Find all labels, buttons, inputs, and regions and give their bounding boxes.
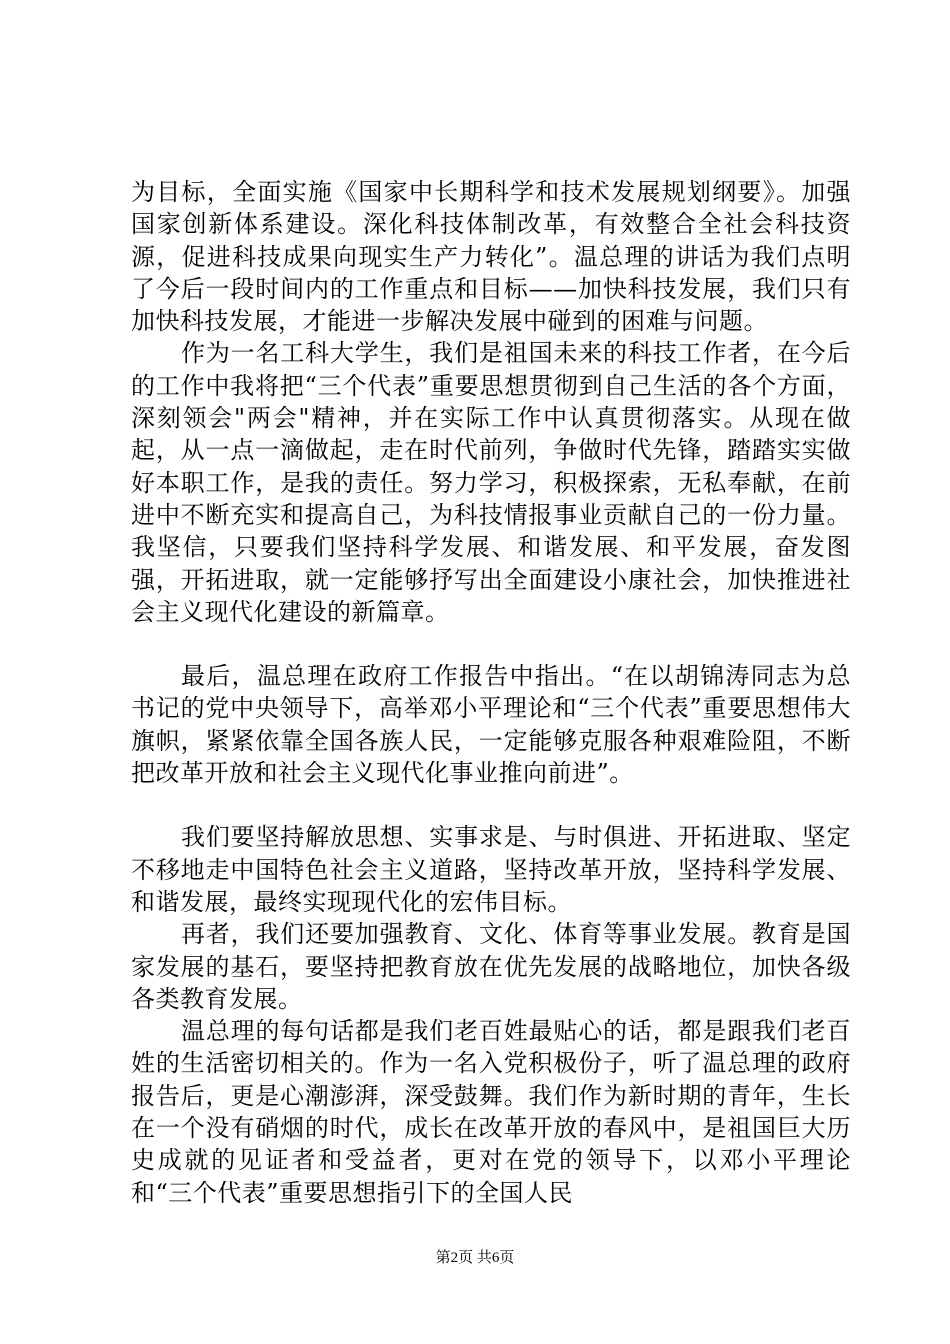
paragraph-continuation: 为目标，全面实施《国家中长期科学和技术发展规划纲要》。加强国家创新体系建设。深化科技体制改革，有效整合全社会科技资源，促进科技成果向现实生产力转化”。温总理的讲话为我们点明了今后一段时间内的工作重点和目标——加快科技发展，我们只有加快科技发展，才能进一步解决发展中碰到的困难与问题。: [131, 178, 851, 336]
paragraph-finally: 最后，温总理在政府工作报告中指出。“在以胡锦涛同志为总书记的党中央领导下，高举邓小平理论和“三个代表”重要思想伟大旗帜，紧紧依靠全国各族人民，一定能够克服各种艰难险阻，不断把改革开放和社会主义现代化事业推向前进”。: [131, 662, 851, 788]
paragraph-persist: 我们要坚持解放思想、实事求是、与时俱进、开拓进取、坚定不移地走中国特色社会主义道路，坚持改革开放，坚持科学发展、和谐发展，最终实现现代化的宏伟目标。: [131, 823, 851, 916]
paragraph-education: 再者，我们还要加强教育、文化、体育等事业发展。教育是国家发展的基石，要坚持把教育放在优先发展的战略地位，加快各级各类教育发展。: [131, 920, 851, 1013]
page-number-footer: 第2页 共6页: [435, 1250, 515, 1266]
paragraph-premier-words: 温总理的每句话都是我们老百姓最贴心的话，都是跟我们老百姓的生活密切相关的。作为一名入党积极份子，听了温总理的政府报告后，更是心潮澎湃，深受鼓舞。我们作为新时期的青年，生长在一个没有硝烟的时代，成长在改革开放的春风中，是祖国巨大历史成就的见证者和受益者，更对在党的领导下，以邓小平理论和“三个代表”重要思想指引下的全国人民: [131, 1017, 851, 1207]
paragraph-engineering-student: 作为一名工科大学生，我们是祖国未来的科技工作者，在今后的工作中我将把“三个代表”重要思想贯彻到自己生活的各个方面，深刻领会"两会"精神，并在实际工作中认真贯彻落实。从现在做起，从一点一滴做起，走在时代前列，争做时代先锋，踏踏实实做好本职工作，是我的责任。努力学习，积极探索，无私奉献，在前进中不断充实和提高自己，为科技情报事业贡献自己的一份力量。我坚信，只要我们坚持科学发展、和谐发展、和平发展，奋发图强，开拓进取，就一定能够抒写出全面建设小康社会，加快推进社会主义现代化建设的新篇章。: [131, 339, 851, 626]
document-body: [131, 176, 851, 1209]
